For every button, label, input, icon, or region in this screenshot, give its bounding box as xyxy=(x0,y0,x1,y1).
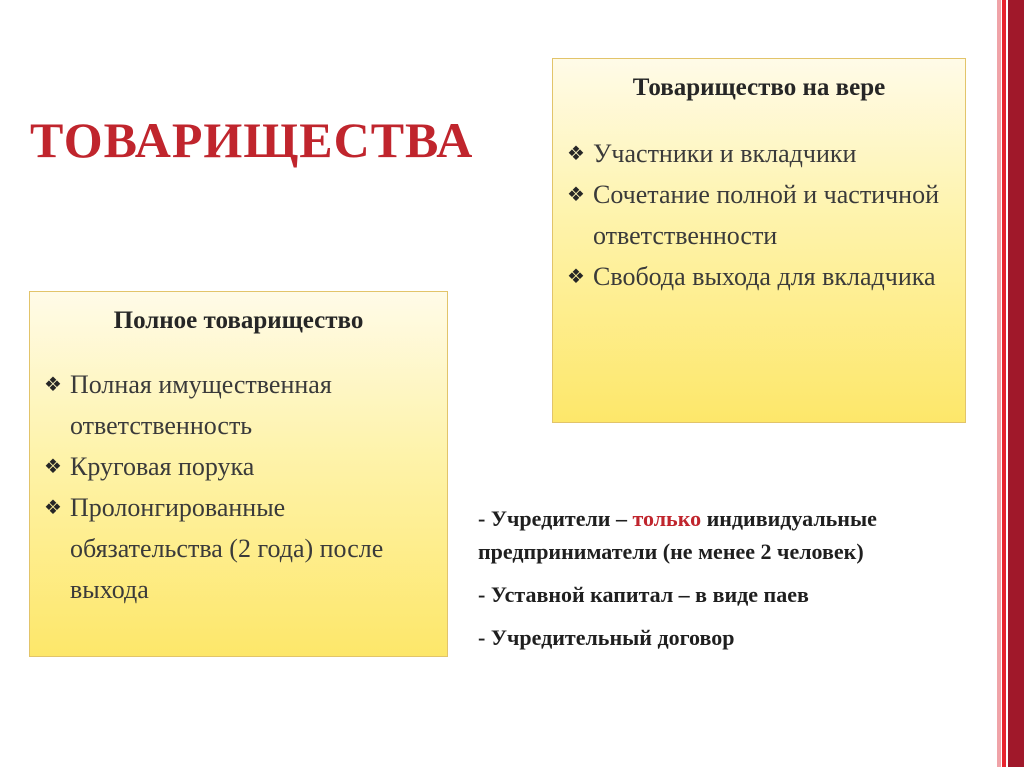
list-item-text: Пролонгированные обязательства (2 года) после выхода xyxy=(70,493,384,604)
limited-partnership-card xyxy=(552,58,966,423)
diamond-bullet-icon: ❖ xyxy=(567,182,585,206)
list-item xyxy=(44,364,433,446)
capital-note: - Уставной капитал – в виде паев xyxy=(478,582,809,607)
diamond-bullet-icon: ❖ xyxy=(44,495,62,519)
diamond-bullet-icon: ❖ xyxy=(567,141,585,165)
founders-prefix: - Учредители – xyxy=(478,506,633,531)
diamond-bullet-icon: ❖ xyxy=(567,264,585,288)
founders-highlight: только xyxy=(632,506,702,531)
list-item-text: Круговая порука xyxy=(70,452,255,481)
list-item xyxy=(567,133,951,174)
edge-bar xyxy=(1008,0,1024,767)
slide-title: ТОВАРИЩЕСТВА xyxy=(30,112,474,168)
list-item-text: Участники и вкладчики xyxy=(593,139,857,168)
edge-ribbon xyxy=(1002,0,1006,767)
list-item-text: Сочетание полной и частичной ответственности xyxy=(593,180,939,250)
founders-note xyxy=(478,502,988,568)
list-item xyxy=(567,256,951,297)
full-partnership-heading: Полное товарищество xyxy=(113,307,364,334)
diamond-bullet-icon: ❖ xyxy=(44,372,62,396)
limited-partnership-heading: Товарищество на вере xyxy=(632,74,886,101)
edge-ribbon-light xyxy=(997,0,1001,767)
full-partnership-card xyxy=(29,291,448,657)
agreement-note: - Учредительный договор xyxy=(478,625,735,650)
limited-partnership-list xyxy=(567,133,951,297)
list-item xyxy=(44,446,433,487)
list-item xyxy=(567,174,951,256)
notes-block xyxy=(478,502,988,664)
full-partnership-list xyxy=(44,364,433,610)
list-item xyxy=(44,487,433,610)
founders-rest: индивидуальные предприниматели (не менее 2 человек) xyxy=(478,506,877,564)
list-item-text: Свобода выхода для вкладчика xyxy=(593,262,936,291)
diamond-bullet-icon: ❖ xyxy=(44,454,62,478)
list-item-text: Полная имущественная ответственность xyxy=(70,370,332,440)
